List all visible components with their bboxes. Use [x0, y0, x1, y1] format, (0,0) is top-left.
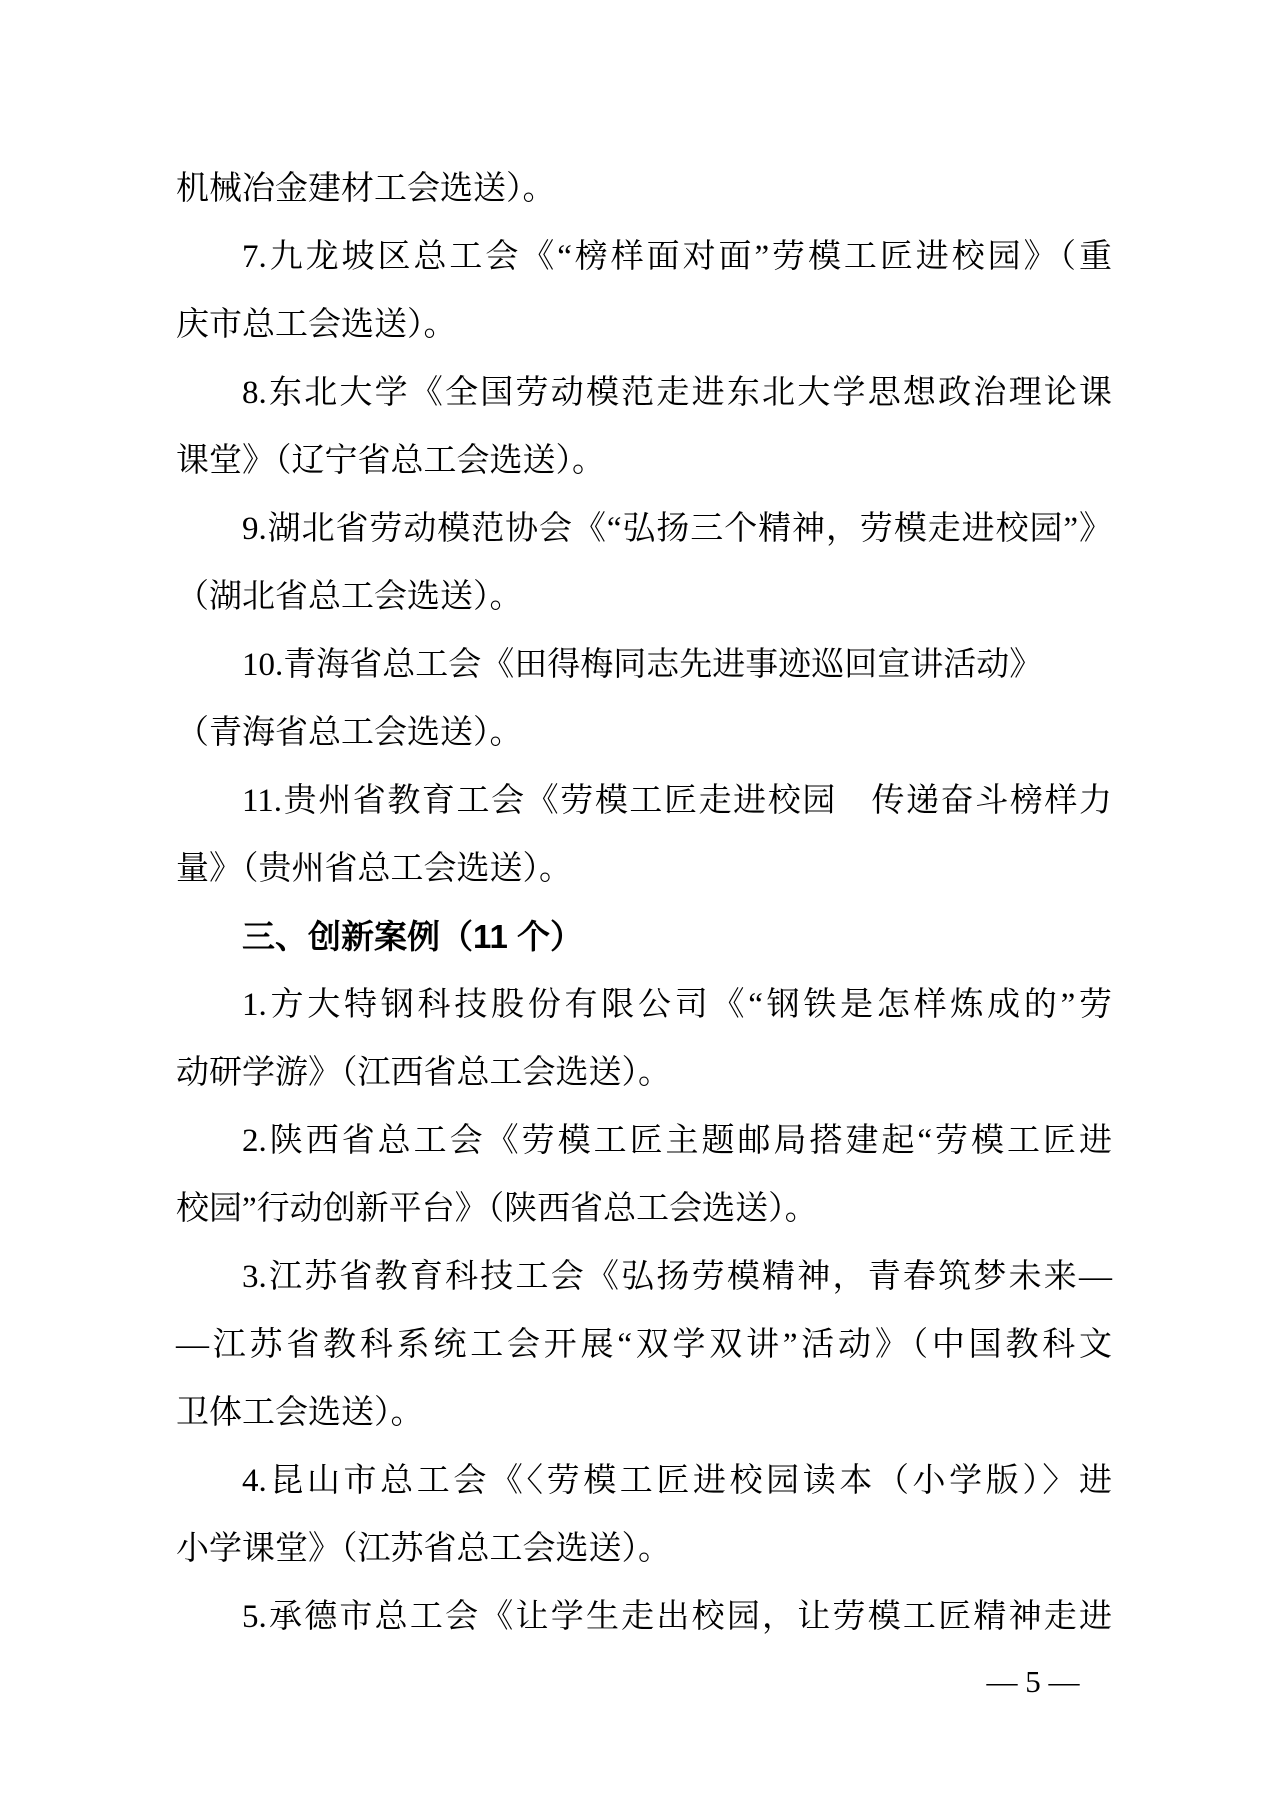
text-line: 机械冶金建材工会选送）。	[176, 171, 556, 207]
text-line: —江苏省教科系统工会开展“双学双讲”活动》（中国教科文	[176, 1327, 1112, 1363]
text-line: 4.昆山市总工会《〈劳模工匠进校园读本（小学版）〉进	[242, 1463, 1112, 1499]
text-line: 11.贵州省教育工会《劳模工匠走进校园 传递奋斗榜样力	[242, 783, 1112, 819]
text-line: 校园”行动创新平台》（陕西省总工会选送）。	[176, 1191, 818, 1227]
text-line: 10.青海省总工会《田得梅同志先进事迹巡回宣讲活动》	[242, 647, 1043, 683]
text-line: 5.承德市总工会《让学生走出校园，让劳模工匠精神走进	[242, 1599, 1112, 1635]
section-heading: 三、创新案例（11 个）	[242, 918, 584, 955]
text-line: 3.江苏省教育科技工会《弘扬劳模精神，青春筑梦未来—	[242, 1259, 1112, 1295]
text-line: 8.东北大学《全国劳动模范走进东北大学思想政治理论课	[242, 375, 1112, 411]
text-line: 庆市总工会选送）。	[176, 307, 457, 343]
document-body	[176, 155, 1112, 1651]
text-line: 1.方大特钢科技股份有限公司《“钢铁是怎样炼成的”劳	[242, 987, 1112, 1023]
text-line: （湖北省总工会选送）。	[176, 579, 523, 615]
text-line: 2.陕西省总工会《劳模工匠主题邮局搭建起“劳模工匠进	[242, 1123, 1112, 1159]
text-line: （青海省总工会选送）。	[176, 715, 523, 751]
text-line: 卫体工会选送）。	[176, 1395, 424, 1431]
text-line: 量》（贵州省总工会选送）。	[176, 851, 572, 887]
text-line: 小学课堂》（江苏省总工会选送）。	[176, 1531, 671, 1567]
text-line: 课堂》（辽宁省总工会选送）。	[176, 443, 605, 479]
text-line: 7.九龙坡区总工会《“榜样面对面”劳模工匠进校园》（重	[242, 239, 1112, 275]
text-line: 9.湖北省劳动模范协会《“弘扬三个精神，劳模走进校园”》	[242, 511, 1112, 547]
text-line: 动研学游》（江西省总工会选送）。	[176, 1055, 671, 1091]
page-number: — 5 —	[986, 1664, 1080, 1699]
